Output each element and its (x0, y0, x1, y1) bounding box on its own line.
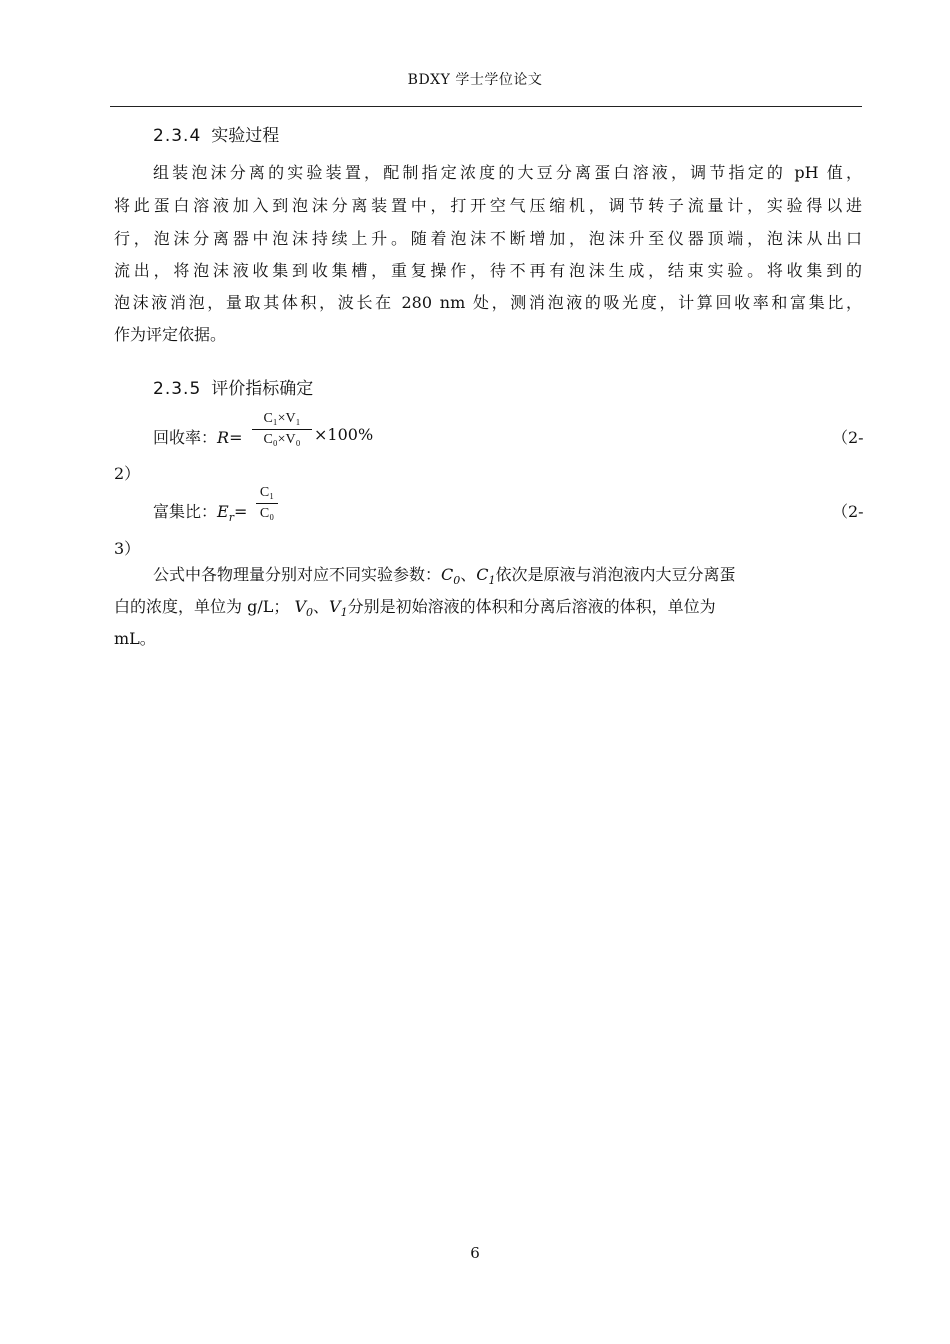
formula-fraction (252, 410, 312, 449)
paragraph-line: 流出，将泡沫液收集到收集槽，重复操作，待不再有泡沫生成，结束实验。将收集到的 (114, 261, 862, 280)
paragraph-line: 将此蛋白溶液加入到泡沫分离装置中，打开空气压缩机，调节转子流量计，实验得以进 (114, 196, 862, 215)
fraction-bar (256, 503, 278, 504)
fraction-numerator: C₁ (259, 485, 275, 500)
section-number: 2.3.5 (153, 379, 202, 399)
formula-fraction (256, 484, 278, 523)
section-heading-2-3-5 (153, 374, 313, 399)
fraction-bar (252, 429, 312, 430)
equation-number: （2- (832, 428, 864, 447)
formula-equals: = (233, 502, 248, 521)
formula-equals: = (229, 428, 243, 447)
explanation-line: mL。 (114, 629, 156, 648)
explanation-line: 白的浓度，单位为 g/L； $V_0$、$V_1$分别是初始溶液的体积和分离后溶液的体积，单位为 (114, 597, 716, 620)
equation-number-wrap: 2） (114, 464, 141, 483)
formula-label: 富集比： (153, 502, 218, 521)
paragraph-line: 行，泡沫分离器中泡沫持续上升。随着泡沫不断增加，泡沫升至仪器顶端，泡沫从出口 (114, 229, 862, 248)
paragraph-line: 组装泡沫分离的实验装置，配制指定浓度的大豆分离蛋白溶液，调节指定的 pH 值， (153, 163, 862, 182)
section-title: 评价指标确定 (211, 379, 314, 399)
fraction-numerator: C₁×V₁ (263, 411, 301, 426)
formula-variable: E (217, 502, 229, 521)
fraction-denominator: C₀ (259, 506, 275, 521)
section-heading-2-3-4 (153, 121, 279, 146)
paragraph-line: 泡沫液消泡，量取其体积，波长在 280 nm 处，测消泡液的吸光度，计算回收率和富集比， (114, 293, 862, 312)
fraction-denominator: C₀×V₀ (263, 432, 301, 447)
equation-number-wrap: 3） (114, 539, 141, 558)
explanation-line: 公式中各物理量分别对应不同实验参数：$C_0$、$C_1$依次是原液与消泡液内大豆分离蛋 (153, 565, 736, 588)
formula-suffix: ×100% (314, 425, 374, 444)
section-title: 实验过程 (211, 126, 280, 146)
formula-variable: R (217, 428, 230, 447)
paragraph-line: 作为评定依据。 (114, 325, 227, 344)
formula-label: 回收率： (153, 428, 218, 447)
equation-number: （2- (832, 502, 864, 521)
header-divider (110, 106, 862, 107)
page-number: 6 (470, 1244, 480, 1262)
running-header: BDXY 学士学位论文 (407, 72, 543, 88)
formula-variable-subscript: r (228, 511, 234, 525)
section-number: 2.3.4 (153, 126, 202, 146)
